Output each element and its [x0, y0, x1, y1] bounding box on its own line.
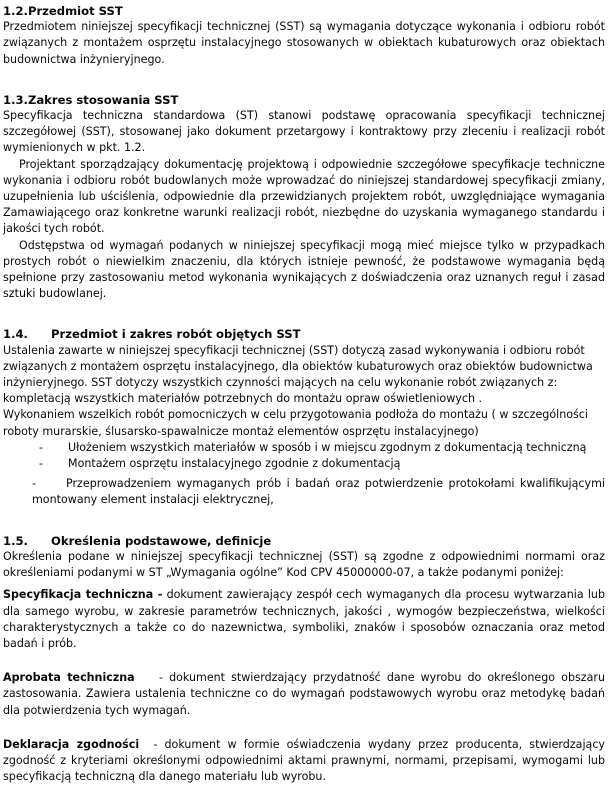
list-item — [3, 456, 605, 472]
list-item — [3, 440, 605, 456]
section-heading-1-4 — [3, 326, 605, 342]
list-item-text: Montażem osprzętu instalacyjnego zgodnie z dokumentacją — [68, 457, 401, 471]
section-heading-1-5 — [3, 533, 605, 549]
spacer — [3, 302, 605, 326]
section-1-4-line-2: związanych z montażem osprzętu instalacyjnego, dla obiektów kubaturowych oraz obiektów budownictwa — [3, 359, 593, 373]
definition-specyfikacja — [3, 587, 605, 652]
section-heading-1-2: 1.2.Przedmiot SST — [3, 4, 123, 18]
section-1-4-line-6: roboty murarskie, ślusarsko-spawalnicze montaż elementów osprzętu instalacyjnego) — [3, 424, 479, 438]
section-1-5-intro: Określenia podane w niniejszej specyfikacji technicznej (SST) są zgodne z odpowiednimi normami oraz określeniami podanymi w ST „Wymagania ogólne” Kod CPV 45000000-07, a także podanymi poniżej: — [3, 549, 605, 580]
list-item — [3, 476, 605, 508]
section-1-4-line-5: Wykonaniem wszelkich robót pomocniczych w celu przygotowania podłoża do montażu ( w szczególności — [3, 408, 588, 422]
list-item-text: - Przeprowadzeniem wymaganych prób i badań oraz potwierdzenie protokołami kwalifikującymi montowany element instalacji elektrycznej, — [32, 477, 605, 507]
spacer — [3, 652, 605, 670]
definition-text: - dokument w formie oświadczenia wydany przez producenta, stwierdzający zgodność z kryteriami określonymi odpowiednimi aktami prawnymi, normami, przepisami, wymogami lub specyfikacją techniczną dla danego materiału lub wyrobu. — [3, 737, 609, 784]
section-title: Przedmiot i zakres robót objętych SST — [51, 327, 301, 342]
section-1-3-paragraph-1: Specyfikacja techniczna standardowa (ST) stanowi podstawę opracowania specyfikacji technicznej szczegółowej (SST), stosowanej jako dokument przetargowy i kontraktowy przy zleceniu i realizacji robót wymienionych w pkt. 1.2. — [3, 109, 605, 155]
document-page — [3, 3, 609, 785]
definition-term: Specyfikacja techniczna - — [3, 588, 163, 602]
spacer — [3, 68, 605, 92]
spacer — [3, 719, 605, 737]
definition-term: Aprobata techniczna — [3, 671, 135, 685]
dash-bullet: - — [39, 457, 44, 471]
section-1-2-paragraph: Przedmiotem niniejszej specyfikacji technicznej (SST) są wymagania dotyczące wykonania i odbioru robót związanych z montażem osprzętu instalacyjnego stosowanych w obiektach kubaturowych oraz obiektach budownictwa inżynieryjnego. — [3, 20, 605, 66]
section-number: 1.5. — [3, 533, 28, 548]
spacer — [3, 509, 605, 533]
section-1-3-paragraph-3: Odstępstwa od wymagań podanych w niniejszej specyfikacji mogą mieć miejsce tylko w przypadkach prostych robót o niewielkim znaczeniu, dla których istnieje pewność, że podstawowe wymagania będą spełnione przy zastosowaniu metod wykonania wynikających z doświadczenia oraz uznanych reguł i zasad sztuki budowlanej. — [3, 238, 605, 301]
section-1-4-line-3: inżynieryjnego. SST dotyczy wszystkich czynności mających na celu wykonanie robót związanych z: — [3, 376, 558, 390]
section-title: Określenia podstawowe, definicje — [51, 533, 272, 548]
list-item-text: Ułożeniem wszystkich materiałów w sposób i w miejscu zgodnym z dokumentacją techniczną — [68, 440, 587, 454]
section-1-3-paragraph-2: Projektant sporządzający dokumentację projektową i odpowiednie szczegółowe specyfikacje techniczne wykonania i odbioru robót budowlanych może wprowadzać do niniejszej standardowej specyfikacji zmiany, uzupełnienia lub uściślenia, odpowiednie dla przewidzianych projektem robót, uwzględniające wymagania Zamawiającego oraz konkretne warunki realizacji robót, niezbędne do uzyskania wymaganego standardu i jakości tych robót. — [3, 157, 605, 236]
section-heading-1-3: 1.3.Zakres stosowania SST — [3, 92, 179, 107]
definition-term: Deklaracja zgodności — [3, 737, 140, 751]
definition-aprobata — [3, 670, 609, 719]
definition-text: - dokument stwierdzający przydatność dane wyrobu do określonego obszaru zastosowania. Zawiera ustalenia techniczne co do wymagań podstawowych wyrobu oraz metodykę badań dla potwierdzenia tych wymagań. — [3, 671, 609, 717]
section-number: 1.4. — [3, 327, 28, 342]
dash-bullet: - — [39, 440, 44, 454]
definition-text: dokument zawierający zespół cech wymaganych dla procesu wytwarzania lub dla samego wyrobu, w zakresie parametrów technicznych, jakości , wymogów bezpieczeństwa, wielkości charakterystycznych a także co do nazewnictwa, symboliki, znaków i sposobów oznaczania oraz metod badań i prób. — [3, 588, 605, 650]
definition-deklaracja — [3, 737, 609, 786]
dash-bullet: - — [32, 477, 37, 491]
section-1-4-line-4: kompletacją wszystkich materiałów potrzebnych do montażu opraw oświetleniowych . — [3, 392, 483, 406]
section-1-4-line-1: Ustalenia zawarte w niniejszej specyfikacji technicznej (SST) dotyczą zasad wykonywania i odbioru robót — [3, 343, 585, 357]
